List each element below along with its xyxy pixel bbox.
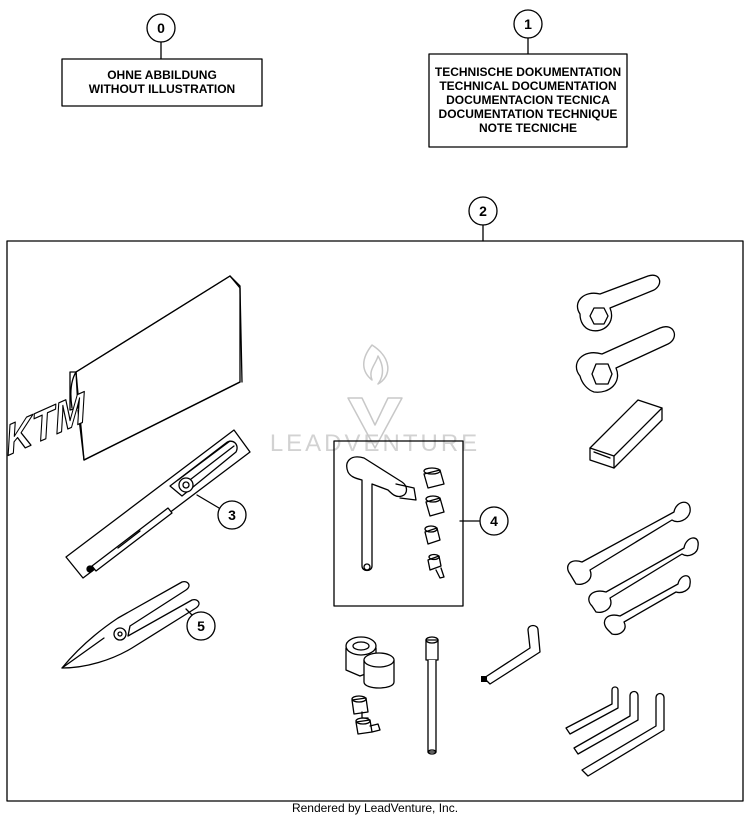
- small-bits: [352, 696, 380, 734]
- flame-logo: [364, 345, 388, 384]
- box1-line-2: TECHNICAL DOCUMENTATION: [439, 79, 617, 93]
- callout-number: 3: [228, 507, 236, 523]
- extension-bar: [426, 637, 438, 754]
- box1-line-3: DOCUMENTACION TECNICA: [446, 93, 610, 107]
- sockets-small: [424, 468, 444, 578]
- box1-line-4: DOCUMENTATION TECHNIQUE: [438, 107, 618, 121]
- tool-pouch: [4, 276, 242, 465]
- pliers: [62, 582, 199, 668]
- hex-key-set: [566, 687, 664, 776]
- callout-number: 0: [157, 20, 165, 36]
- ring-wrench-2: [576, 327, 674, 393]
- callout-1[interactable]: [514, 10, 542, 54]
- footer-credit: Rendered by LeadVenture, Inc.: [291, 801, 459, 815]
- callout-3[interactable]: [218, 501, 246, 529]
- box0-line-2: WITHOUT ILLUSTRATION: [88, 82, 236, 96]
- callout-0[interactable]: [147, 14, 175, 59]
- callout-number: 4: [490, 513, 498, 529]
- ring-wrench-1: [577, 275, 659, 331]
- pouch-brand: KTM: [3, 382, 88, 465]
- callout-4[interactable]: [480, 507, 508, 535]
- ktm-logo: [4, 382, 89, 464]
- callout-2[interactable]: [469, 197, 497, 241]
- leadventure-watermark: [270, 345, 480, 457]
- box1-line-5: NOTE TECNICHE: [478, 121, 578, 135]
- rectangular-tube: [590, 400, 662, 468]
- callout-number: 1: [524, 16, 532, 32]
- callout-5[interactable]: [187, 612, 215, 640]
- open-end-wrenches: [568, 502, 699, 634]
- callout-3-leader: [197, 495, 219, 508]
- callout-number: 5: [197, 618, 205, 634]
- box0-line-1: OHNE ABBILDUNG: [107, 68, 217, 82]
- watermark-text: LEADVENTURE: [269, 430, 481, 457]
- callout-number: 2: [479, 203, 487, 219]
- hex-key-l: [481, 626, 540, 685]
- box1-line-1: TECHNISCHE DOKUMENTATION: [434, 65, 622, 79]
- large-socket: [346, 637, 394, 688]
- t-handle-wrench: [347, 457, 416, 571]
